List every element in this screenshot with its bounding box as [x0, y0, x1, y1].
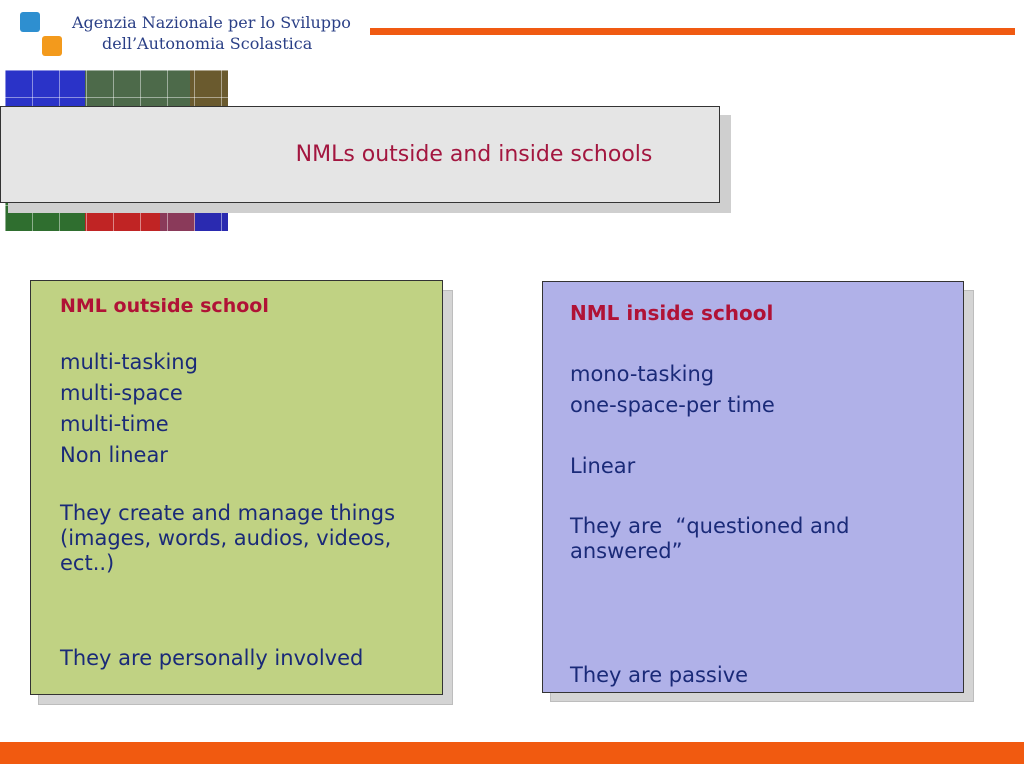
header-accent-bar	[370, 28, 1015, 35]
outside-create-text: They create and manage things (images, words, audios, videos, ect..)	[60, 501, 396, 575]
footer-accent-bar	[0, 742, 1024, 764]
inside-questioned-text: They are “questioned and answered”	[570, 514, 857, 563]
slide-title: NMLs outside and inside schools	[295, 142, 653, 167]
inside-passive-text: They are passive	[570, 663, 749, 687]
outside-involved-text: They are personally involved	[60, 646, 364, 670]
outside-item: multi-space	[60, 381, 183, 405]
inside-linear-text: Linear	[570, 454, 636, 478]
agency-name-line2: dell’Autonomia Scolastica	[102, 34, 313, 53]
outside-heading: NML outside school	[60, 295, 269, 317]
nml-inside-box	[542, 281, 964, 693]
outside-item: multi-tasking	[60, 350, 198, 374]
agency-name-line1: Agenzia Nazionale per lo Sviluppo	[72, 13, 351, 32]
inside-item: one-space-per time	[570, 393, 775, 417]
logo-orange-square	[42, 36, 62, 56]
outside-item: multi-time	[60, 412, 169, 436]
nml-outside-box	[30, 280, 443, 695]
outside-item: Non linear	[60, 443, 168, 467]
inside-heading: NML inside school	[570, 301, 774, 325]
logo-blue-square	[20, 12, 40, 32]
agency-logo-icon	[20, 12, 64, 60]
inside-item: mono-tasking	[570, 362, 715, 386]
agency-name	[72, 12, 351, 54]
